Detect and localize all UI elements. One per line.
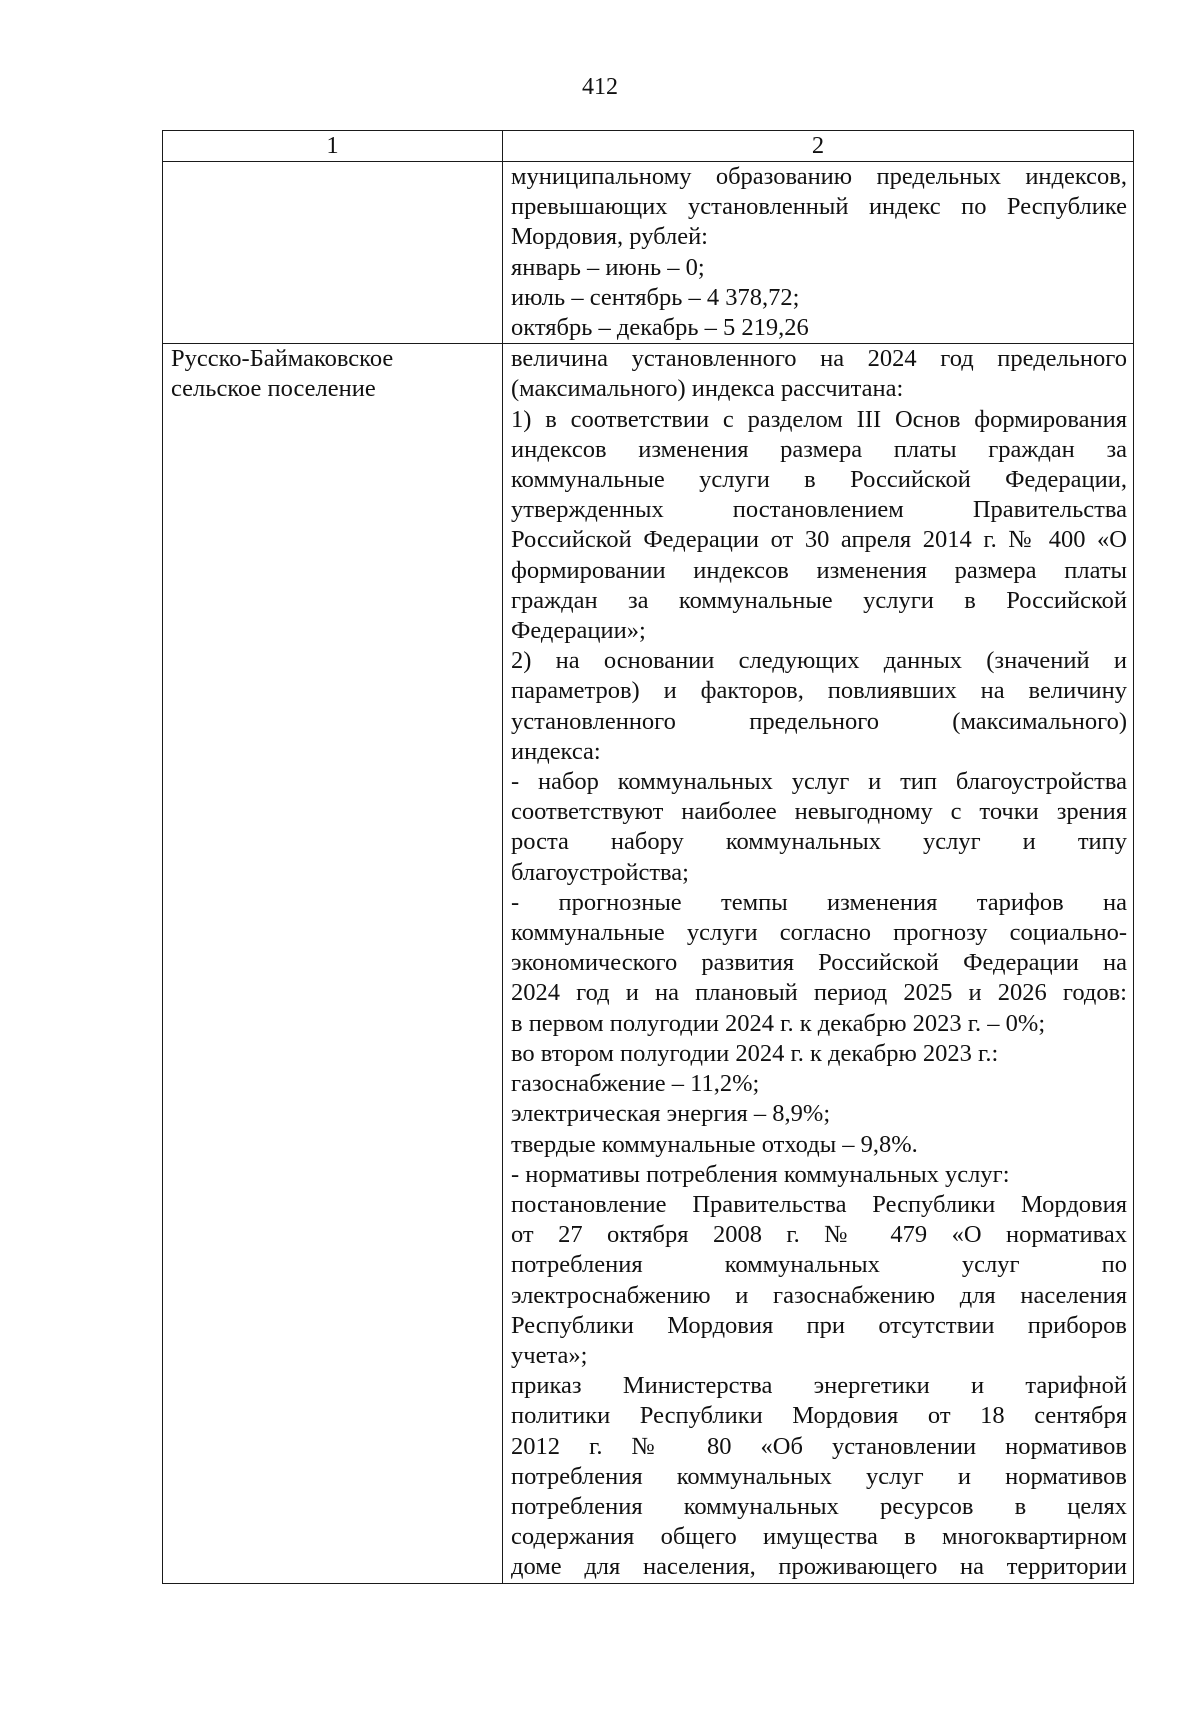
text-line: Российской Федерации от 30 апреля 2014 г. № 400 «О xyxy=(511,526,1127,554)
text-line: коммунальные услуги согласно прогнозу социально- xyxy=(511,919,1127,947)
text-line: муниципальному образованию предельных индексов, xyxy=(511,163,1127,190)
text-line: октябрь – декабрь – 5 219,26 xyxy=(511,314,809,342)
text-line: от 27 октября 2008 г. № 479 «О нормативах xyxy=(511,1221,1127,1249)
text-line: - нормативы потребления коммунальных услуг: xyxy=(511,1160,1010,1188)
column-header-1: 1 xyxy=(163,131,503,162)
text-line: индекса: xyxy=(511,737,601,765)
text-line: 2012 г. № 80 «Об установлении нормативов xyxy=(511,1432,1127,1460)
text-line: соответствуют наиболее невыгодному с точки зрения xyxy=(511,798,1127,826)
text-line: январь – июнь – 0; xyxy=(511,253,705,281)
document-table xyxy=(162,130,1134,1584)
text-line: утвержденных постановлением Правительства xyxy=(511,496,1127,524)
continuation-name-cell xyxy=(163,162,503,344)
settlement-name-line: сельское поселение xyxy=(171,375,376,403)
text-line: индексов изменения размера платы граждан за xyxy=(511,435,1127,463)
text-line: электроснабжению и газоснабжению для населения xyxy=(511,1281,1127,1309)
settlement-name-cell xyxy=(163,344,503,1583)
text-line: электрическая энергия – 8,9%; xyxy=(511,1100,831,1128)
text-line: доме для населения, проживающего на территории xyxy=(511,1553,1127,1581)
text-line: 2) на основании следующих данных (значений и xyxy=(511,647,1127,675)
text-line: - набор коммунальных услуг и тип благоустройства xyxy=(511,768,1127,796)
text-line: потребления коммунальных услуг и нормативов xyxy=(511,1462,1127,1490)
text-line: благоустройства; xyxy=(511,858,689,886)
text-line: Республики Мордовия при отсутствии приборов xyxy=(511,1311,1127,1339)
text-line: превышающих установленный индекс по Республике xyxy=(511,193,1127,221)
text-line: газоснабжение – 11,2%; xyxy=(511,1070,760,1098)
column-header-2: 2 xyxy=(503,131,1134,162)
text-line: потребления коммунальных ресурсов в целях xyxy=(511,1492,1127,1520)
table-row-continuation xyxy=(163,162,1134,344)
text-line: граждан за коммунальные услуги в Российской xyxy=(511,586,1127,614)
text-line: потребления коммунальных услуг по xyxy=(511,1251,1127,1279)
text-line: роста набору коммунальных услуг и типу xyxy=(511,828,1127,856)
text-line: экономического развития Российской Федерации на xyxy=(511,949,1127,977)
text-line: параметров) и факторов, повлиявших на величину xyxy=(511,677,1127,705)
table-row-settlement xyxy=(163,344,1134,1583)
settlement-text-cell xyxy=(503,344,1134,1583)
text-line: содержания общего имущества в многоквартирном xyxy=(511,1523,1127,1551)
settlement-name-line: Русско-Баймаковское xyxy=(171,345,394,373)
text-line: учета»; xyxy=(511,1341,588,1369)
text-line: в первом полугодии 2024 г. к декабрю 2023 г. – 0%; xyxy=(511,1009,1046,1037)
text-line: Мордовия, рублей: xyxy=(511,223,708,251)
text-line: величина установленного на 2024 год предельного xyxy=(511,345,1127,373)
text-line: политики Республики Мордовия от 18 сентября xyxy=(511,1402,1127,1430)
continuation-text-cell xyxy=(503,162,1134,344)
text-line: 2024 год и на плановый период 2025 и 2026 годов: xyxy=(511,979,1127,1007)
text-line: Федерации»; xyxy=(511,617,646,645)
text-line: 1) в соответствии с разделом III Основ формирования xyxy=(511,405,1127,433)
text-line: во втором полугодии 2024 г. к декабрю 2023 г.: xyxy=(511,1039,999,1067)
table-header-row xyxy=(163,131,1134,162)
text-line: июль – сентябрь – 4 378,72; xyxy=(511,283,800,311)
text-line: - прогнозные темпы изменения тарифов на xyxy=(511,888,1127,916)
text-line: твердые коммунальные отходы – 9,8%. xyxy=(511,1130,918,1158)
text-line: установленного предельного (максимального) xyxy=(511,707,1127,735)
text-line: (максимального) индекса рассчитана: xyxy=(511,375,904,403)
text-line: приказ Министерства энергетики и тарифной xyxy=(511,1372,1127,1400)
page-number: 412 xyxy=(582,74,618,100)
text-line: коммунальные услуги в Российской Федерации, xyxy=(511,466,1127,494)
text-line: формировании индексов изменения размера платы xyxy=(511,556,1127,584)
text-line: постановление Правительства Республики Мордовия xyxy=(511,1190,1127,1218)
